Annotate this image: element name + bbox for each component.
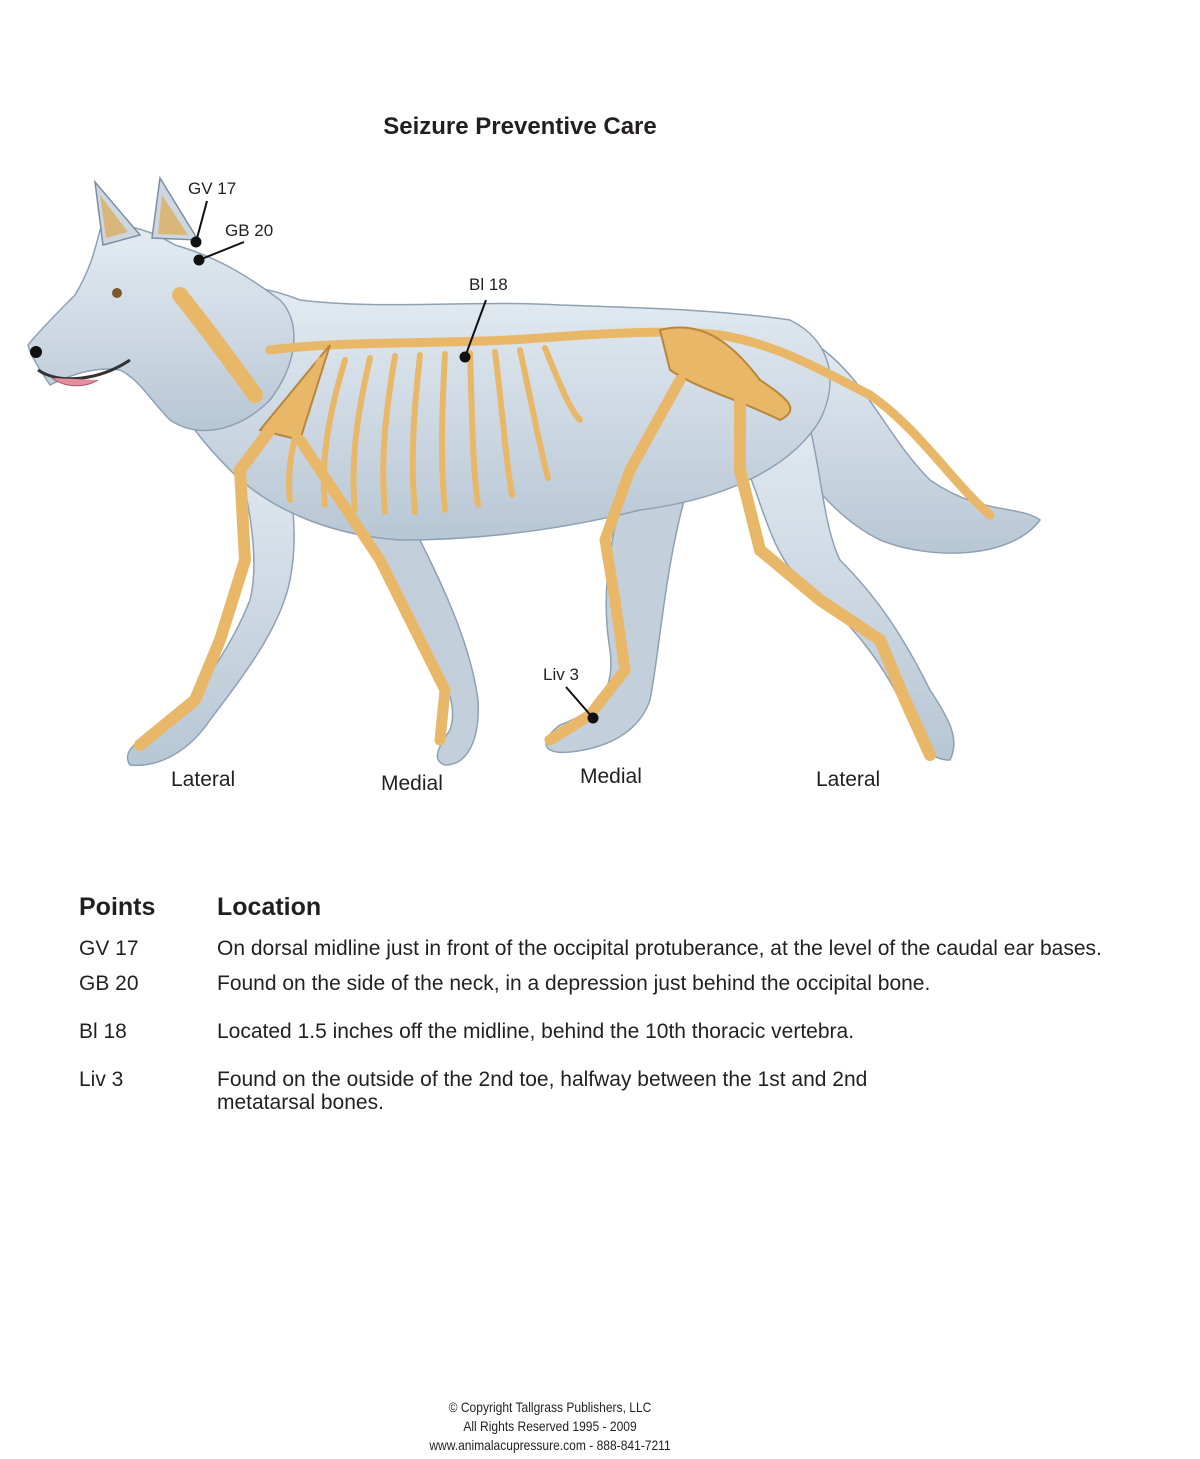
copyright-footer (0, 1398, 1100, 1455)
acupoint-liv3 (589, 714, 598, 723)
point-label-liv3: Liv 3 (543, 665, 579, 684)
acupoint-gv17 (192, 238, 201, 247)
table-row-point: Liv 3 (79, 1068, 124, 1091)
acupoint-gb20 (195, 256, 204, 265)
point-label-gb20: GB 20 (225, 221, 274, 240)
leg-view-label: Lateral (816, 768, 881, 791)
point-label-gv17: GV 17 (188, 179, 237, 198)
table-row-location: Found on the outside of the 2nd toe, halfway between the 1st and 2nd metatarsal bones. (217, 1068, 868, 1114)
dog-skeleton-illustration (0, 160, 1200, 820)
table-header-location: Location (217, 893, 322, 921)
leg-view-label: Medial (381, 772, 443, 795)
page-title: Seizure Preventive Care (383, 113, 657, 140)
copyright-line: © Copyright Tallgrass Publishers, LLC (448, 1399, 652, 1415)
website-phone-line: www.animalacupressure.com - 888-841-7211 (429, 1437, 671, 1453)
table-row-location: On dorsal midline just in front of the occipital protuberance, at the level of the caudal ear bases. (217, 937, 1102, 960)
point-label-bl18: Bl 18 (469, 275, 508, 294)
dog-fur-silhouette (28, 178, 1040, 765)
table-row-location: Located 1.5 inches off the midline, behind the 10th thoracic vertebra. (217, 1020, 855, 1043)
acupoint-nose (31, 347, 41, 357)
table-header-points: Points (79, 893, 156, 921)
acupoint-bl18 (461, 353, 470, 362)
table-row-location: Found on the side of the neck, in a depression just behind the occipital bone. (217, 972, 931, 995)
table-row-point: GB 20 (79, 972, 139, 995)
leg-view-label: Lateral (171, 768, 236, 791)
leg-view-label: Medial (580, 765, 642, 788)
table-row-point: GV 17 (79, 937, 139, 960)
rights-line: All Rights Reserved 1995 - 2009 (463, 1418, 637, 1434)
table-row-point: Bl 18 (79, 1020, 127, 1043)
